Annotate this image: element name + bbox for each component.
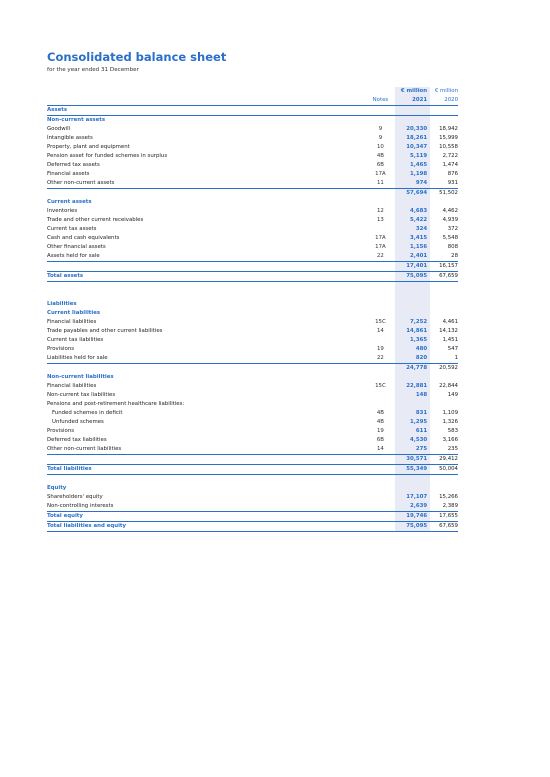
row-note xyxy=(366,455,396,465)
row-label: Pensions and post-retirement healthcare liabilities: xyxy=(47,401,185,407)
row-note: 22 xyxy=(366,354,396,364)
value-2021: 14,861 xyxy=(395,327,430,336)
value-2020: 3,166 xyxy=(442,437,458,443)
table-row xyxy=(47,436,458,445)
row-label: Financial liabilities xyxy=(47,383,97,389)
value-2021: 148 xyxy=(395,391,430,400)
value-2021: 17,107 xyxy=(395,493,430,502)
value-2020: 1,474 xyxy=(442,162,458,168)
value-2021 xyxy=(395,300,430,309)
value-2021: 1,198 xyxy=(395,170,430,179)
year-current: 2021 xyxy=(395,96,430,106)
value-2021: 820 xyxy=(395,354,430,364)
total-row xyxy=(47,512,458,522)
row-note xyxy=(366,225,396,234)
row-label xyxy=(47,282,366,292)
section-heading-row xyxy=(47,484,458,493)
row-label: Other non-current liabilities xyxy=(47,445,366,455)
value-2021: 7,252 xyxy=(395,318,430,327)
row-note: 4B xyxy=(376,419,384,425)
value-2020: 67,659 xyxy=(430,522,458,532)
value-2021: 17,401 xyxy=(395,262,430,272)
row-note: 15C xyxy=(375,319,386,325)
row-note xyxy=(366,512,396,522)
table-row xyxy=(47,354,458,364)
row-note xyxy=(366,400,396,409)
table-row xyxy=(47,345,458,354)
row-label: Goodwill xyxy=(47,126,71,132)
row-label: Total assets xyxy=(47,272,366,282)
row-label: Non-current liabilities xyxy=(47,374,114,380)
value-2021: 19,746 xyxy=(395,512,430,522)
subtotal-row xyxy=(47,262,458,272)
value-2020 xyxy=(430,309,458,318)
table-row xyxy=(47,418,458,427)
value-2021 xyxy=(395,282,430,292)
value-2020: 583 xyxy=(447,428,458,434)
table-row xyxy=(47,282,458,292)
value-2021: 1,365 xyxy=(395,336,430,345)
value-2020 xyxy=(430,116,458,126)
value-2020: 14,132 xyxy=(439,328,458,334)
value-2020: 1,451 xyxy=(442,337,458,343)
table-row xyxy=(47,125,458,134)
row-note: 11 xyxy=(366,179,396,189)
row-label: Other financial assets xyxy=(47,244,106,250)
value-2020: 51,502 xyxy=(439,190,458,196)
page-subtitle: for the year ended 31 December xyxy=(47,67,139,73)
value-2020: 149 xyxy=(447,392,458,398)
row-label: Non-controlling interests xyxy=(47,502,366,512)
table-row xyxy=(47,391,458,400)
value-2020: 16,157 xyxy=(430,262,458,272)
value-2020 xyxy=(430,373,458,382)
row-note xyxy=(366,391,396,400)
value-2020: 4,939 xyxy=(442,217,458,223)
row-note xyxy=(366,522,396,532)
value-2020: 5,548 xyxy=(442,235,458,241)
table-row xyxy=(47,475,458,485)
row-label xyxy=(47,291,366,300)
table-row xyxy=(47,291,458,300)
row-label xyxy=(47,364,366,374)
row-label: Funded schemes in deficit xyxy=(52,410,123,416)
row-label: Financial liabilities xyxy=(47,319,97,325)
year-prior: 2020 xyxy=(430,96,458,106)
section-heading-row xyxy=(47,373,458,382)
value-2021: 5,422 xyxy=(395,216,430,225)
row-label: Provisions xyxy=(47,346,75,352)
value-2021 xyxy=(395,106,430,116)
table-row xyxy=(47,225,458,234)
row-label: Provisions xyxy=(47,428,75,434)
table-row xyxy=(47,216,458,225)
table-row xyxy=(47,409,458,418)
row-note: 13 xyxy=(376,217,384,223)
row-note: 9 xyxy=(378,135,383,141)
table-row xyxy=(47,382,458,391)
value-2021: 10,347 xyxy=(395,143,430,152)
row-note: 10 xyxy=(376,144,384,150)
value-2021 xyxy=(395,309,430,318)
row-label: Non-current tax liabilities xyxy=(47,392,116,398)
row-note xyxy=(366,116,396,126)
value-2020 xyxy=(430,484,458,493)
row-label: Unfunded schemes xyxy=(52,419,104,425)
table-row xyxy=(47,502,458,512)
row-label: Pension asset for funded schemes in surplus xyxy=(47,153,168,159)
row-label: Assets held for sale xyxy=(47,252,366,262)
total-row xyxy=(47,522,458,532)
header-row-years xyxy=(47,96,458,106)
table-row xyxy=(47,134,458,143)
table-row xyxy=(47,318,458,327)
row-note xyxy=(366,364,396,374)
value-2021 xyxy=(395,198,430,207)
row-label: Total liabilities xyxy=(47,465,366,475)
value-2020: 20,592 xyxy=(439,365,458,371)
row-label: Other non-current assets xyxy=(47,179,366,189)
value-2020: 18,942 xyxy=(439,126,458,132)
value-2021: 4,683 xyxy=(395,207,430,216)
value-2020 xyxy=(430,300,458,309)
row-note xyxy=(366,198,396,207)
table-row xyxy=(47,243,458,252)
row-note: 19 xyxy=(376,428,384,434)
value-2020: 1,109 xyxy=(442,410,458,416)
row-note xyxy=(366,336,396,345)
section-heading-row xyxy=(47,300,458,309)
notes-header: Notes xyxy=(366,96,396,106)
value-2020: 29,412 xyxy=(430,455,458,465)
value-2020: 15,266 xyxy=(439,494,458,500)
section-heading-row xyxy=(47,309,458,318)
value-2020: 876 xyxy=(447,171,458,177)
value-2020: 10,558 xyxy=(439,144,458,150)
row-label xyxy=(47,262,366,272)
row-label: Current tax assets xyxy=(47,226,97,232)
page-title: Consolidated balance sheet xyxy=(47,50,227,64)
value-2021: 611 xyxy=(395,427,430,436)
value-2021: 831 xyxy=(395,409,430,418)
row-note xyxy=(366,300,396,309)
row-note xyxy=(366,106,396,116)
row-label: Non-current assets xyxy=(47,117,106,123)
value-2021: 324 xyxy=(395,225,430,234)
table-row xyxy=(47,234,458,243)
row-label: Cash and cash equivalents xyxy=(47,235,120,241)
value-2020 xyxy=(430,475,458,485)
value-2021 xyxy=(395,291,430,300)
row-note: 14 xyxy=(376,328,384,334)
value-2020 xyxy=(430,291,458,300)
row-note xyxy=(366,282,396,292)
row-note xyxy=(366,484,396,493)
row-note xyxy=(366,189,396,199)
row-note: 6B xyxy=(376,162,384,168)
table-row xyxy=(47,161,458,170)
table-row xyxy=(47,170,458,179)
row-label: Inventories xyxy=(47,208,78,214)
value-2021: 974 xyxy=(395,179,430,189)
value-2020: 1 xyxy=(430,354,458,364)
row-label: Property, plant and equipment xyxy=(47,144,130,150)
row-label: Deferred tax assets xyxy=(47,162,100,168)
table-row xyxy=(47,400,458,409)
total-row xyxy=(47,272,458,282)
table-row xyxy=(47,143,458,152)
row-note xyxy=(366,465,396,475)
value-2021 xyxy=(395,400,430,409)
value-2021: 3,415 xyxy=(395,234,430,243)
row-note: 19 xyxy=(376,346,384,352)
value-2020: 2,389 xyxy=(430,502,458,512)
row-label: Liabilities held for sale xyxy=(47,354,366,364)
section-heading-row xyxy=(47,198,458,207)
value-2020: 17,655 xyxy=(430,512,458,522)
value-2021: 18,261 xyxy=(395,134,430,143)
table-row xyxy=(47,152,458,161)
value-2020: 2,722 xyxy=(442,153,458,159)
row-label xyxy=(47,189,366,199)
value-2021: 75,095 xyxy=(395,522,430,532)
row-label: Financial assets xyxy=(47,171,90,177)
row-label: Intangible assets xyxy=(47,135,93,141)
value-2020: 931 xyxy=(430,179,458,189)
value-2021 xyxy=(395,484,430,493)
table-row xyxy=(47,445,458,455)
value-2021: 480 xyxy=(395,345,430,354)
row-note xyxy=(366,262,396,272)
row-note xyxy=(366,373,396,382)
value-2020: 22,844 xyxy=(439,383,458,389)
row-label: Assets xyxy=(47,106,366,116)
value-2021: 55,349 xyxy=(395,465,430,475)
table-row xyxy=(47,207,458,216)
row-note: 17A xyxy=(375,235,386,241)
row-note: 15C xyxy=(375,383,386,389)
row-label: Total equity xyxy=(47,512,366,522)
row-label: Current assets xyxy=(47,199,92,205)
value-2021 xyxy=(395,373,430,382)
value-2021: 1,156 xyxy=(395,243,430,252)
subtotal-row xyxy=(47,189,458,199)
value-2020: 372 xyxy=(447,226,458,232)
table-row xyxy=(47,252,458,262)
value-2020: 50,004 xyxy=(430,465,458,475)
table-row xyxy=(47,336,458,345)
row-note: 9 xyxy=(378,126,383,132)
balance-sheet-page xyxy=(47,50,458,532)
value-2020: 1,326 xyxy=(442,419,458,425)
row-note xyxy=(366,291,396,300)
value-2020: 808 xyxy=(447,244,458,250)
value-2020 xyxy=(430,198,458,207)
value-2021: 1,465 xyxy=(395,161,430,170)
value-2020: 15,999 xyxy=(439,135,458,141)
row-label: Trade payables and other current liabilities xyxy=(47,328,163,334)
row-note xyxy=(366,309,396,318)
row-note xyxy=(366,272,396,282)
table-row xyxy=(47,427,458,436)
value-2021: 20,330 xyxy=(395,125,430,134)
row-label: Liabilities xyxy=(47,301,77,307)
value-2020 xyxy=(430,282,458,292)
value-2020: 4,462 xyxy=(442,208,458,214)
row-note xyxy=(366,493,396,502)
table-row xyxy=(47,493,458,502)
unit-current: € million xyxy=(395,87,430,96)
row-note: 4B xyxy=(376,410,384,416)
section-heading-row xyxy=(47,106,458,116)
row-note: 6B xyxy=(376,437,384,443)
row-label: Current liabilities xyxy=(47,310,101,316)
row-note: 4B xyxy=(376,153,384,159)
value-2021: 22,881 xyxy=(395,382,430,391)
table-row xyxy=(47,327,458,336)
value-2021 xyxy=(395,116,430,126)
value-2021: 4,530 xyxy=(395,436,430,445)
value-2020 xyxy=(430,400,458,409)
value-2021: 2,401 xyxy=(395,252,430,262)
subtotal-row xyxy=(47,455,458,465)
row-label: Total liabilities and equity xyxy=(47,522,366,532)
table-row xyxy=(47,179,458,189)
row-note: 17A xyxy=(375,244,386,250)
value-2020: 28 xyxy=(430,252,458,262)
row-note: 12 xyxy=(376,208,384,214)
row-label xyxy=(47,475,366,485)
value-2021: 2,639 xyxy=(395,502,430,512)
row-label: Deferred tax liabilities xyxy=(47,437,107,443)
value-2020: 67,659 xyxy=(430,272,458,282)
value-2021: 5,119 xyxy=(395,152,430,161)
value-2021: 57,694 xyxy=(395,189,430,199)
row-label: Trade and other current receivables xyxy=(47,217,144,223)
value-2020: 235 xyxy=(430,445,458,455)
row-note xyxy=(366,475,396,485)
total-row xyxy=(47,465,458,475)
value-2021: 30,571 xyxy=(395,455,430,465)
row-note xyxy=(366,502,396,512)
value-2021: 24,778 xyxy=(395,364,430,374)
value-2021: 275 xyxy=(395,445,430,455)
balance-sheet-table xyxy=(47,87,458,532)
row-label xyxy=(47,455,366,465)
row-label: Current tax liabilities xyxy=(47,337,104,343)
row-label: Equity xyxy=(47,485,67,491)
header-row-units xyxy=(47,87,458,96)
value-2021: 75,095 xyxy=(395,272,430,282)
value-2021 xyxy=(395,475,430,485)
row-note: 14 xyxy=(366,445,396,455)
row-note: 22 xyxy=(366,252,396,262)
value-2020: 547 xyxy=(447,346,458,352)
row-label: Shareholders' equity xyxy=(47,494,103,500)
value-2020 xyxy=(430,106,458,116)
value-2020: 4,461 xyxy=(442,319,458,325)
section-heading-row xyxy=(47,116,458,126)
value-2021: 1,295 xyxy=(395,418,430,427)
unit-prior: € million xyxy=(434,88,458,94)
row-note: 17A xyxy=(375,171,386,177)
subtotal-row xyxy=(47,364,458,374)
